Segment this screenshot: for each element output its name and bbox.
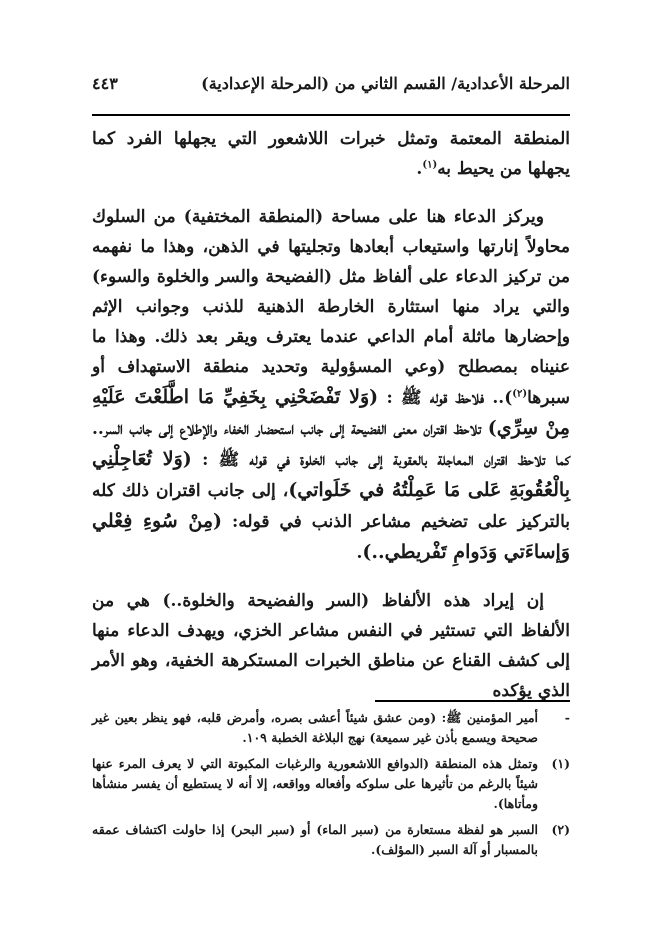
running-header: [92, 74, 570, 93]
footnote-ref-2: (٢): [512, 388, 528, 400]
paragraph-2-text-a: ويركز الدعاء هنا على مساحة (المنطقة المختفية) من السلوك محاولاً إنارتها واستيعاب أبعادها وتجليتها في الذهن، وهذا ما نفهمه من تركيز الدعاء على ألفاظ مثل (الفضيحة والسر والخلوة والسوء) والتي يراد منها استثارة الخارطة الذهنية للذنب وجوانب الإثم وإحضارها ماثلة أمام الداعي عندما يعترف ويقر بعد ذلك. وهذا ما عنيناه بمصطلح (وعي المسؤولية وتحديد منطقة الاستهداف أو سبرها: [92, 207, 570, 408]
header-rule: [92, 114, 570, 116]
footnote-marker: (١): [551, 756, 570, 771]
paragraph-1: [92, 124, 570, 184]
footnote-text: أمير المؤمنين ﷺ: (ومن عشق شيئاً أعشى بصره، وأمرض قلبه، فهو ينظر بعين غير صحيحة ويسمع بأذن غير سميعة) نهج البلاغة الخطبة ١٠٩.: [92, 710, 538, 745]
paragraph-2: [92, 202, 570, 568]
supplication-quote-3: (مِنْ سُوءِ فِعْلي وَإساءَتي وَدَوامِ تَفْريطي..): [92, 510, 570, 563]
paragraph-2-text-c: تلاحظ اقتران معنى الفضيحة إلى جانب استحضار الخفاء والإطلاع إلى جانب السر.. كما تلاحظ اقتران المعاجلة بالعقوبة إلى جانب الخلوة في قوله ﷺ :: [92, 419, 570, 470]
footnote-marker: (٢): [551, 822, 570, 837]
supplication-quote-1: (وَلا تَفْضَحْنِي بِخَفِيِّ مَا اطَّلَعْتَ عَلَيْهِ مِنْ سِرِّي): [92, 386, 570, 439]
paragraph-2-end: .: [356, 543, 363, 563]
footnote-text: السبر هو لفظة مستعارة من (سبر الماء) أو (سبر البحر) إذا حاولت اكتشاف عمقه بالمسبار أو آلة السبر (المؤلف).: [92, 822, 538, 857]
main-text: [92, 124, 570, 706]
running-header-title: المرحلة الأعدادية/ القسم الثاني من (المرحلة الإعدادية): [201, 74, 570, 93]
footnote-rule: [375, 700, 570, 702]
footnote-1: [92, 754, 570, 814]
supplication-quote-2: (وَلا تُعَاجِلْنِي بِالْعُقُوبَةِ عَلى مَا عَمِلْتُهُ في خَلَواتي): [92, 448, 570, 501]
paragraph-2-text-b: ).. فلاحظ قوله ﷺ :: [386, 388, 513, 408]
footnote-text: وتمثل هذه المنطقة (الدوافع اللاشعورية والرغبات المكبوتة التي لا يعرف المرء عنها شيئاً بالرغم من تأثيرها على سلوكه وأفعاله وواقعه، إلا أنه لا يستطيع أن يفسر منشأها ومأتاها).: [92, 756, 538, 811]
paragraph-1-end: .: [416, 159, 423, 179]
footnote-0: [92, 708, 570, 748]
footnote-ref-1: (١): [422, 159, 438, 171]
paragraph-2-text-d: ، إلى جانب اقتران ذلك كله بالتركيز على تضخيم مشاعر الذنب في قوله:: [92, 481, 571, 532]
footnotes: [92, 708, 570, 866]
footnote-marker: -: [564, 710, 570, 725]
paragraph-3: إن إيراد هذه الألفاظ (السر والفضيحة والخلوة..) هي من الألفاظ التي تستثير في النفس مشاعر الخزي، ويهدف الدعاء منها إلى كشف القناع عن مناطق الخبرات المستكرهة الخفية، وهو الأمر الذي يؤكده: [92, 591, 570, 701]
page-number: ٤٤٣: [92, 74, 118, 93]
footnote-2: [92, 820, 570, 860]
paragraph-1-text: المنطقة المعتمة وتمثل خبرات اللاشعور التي يجهلها الفرد كما يجهلها من يحيط به: [92, 129, 570, 179]
